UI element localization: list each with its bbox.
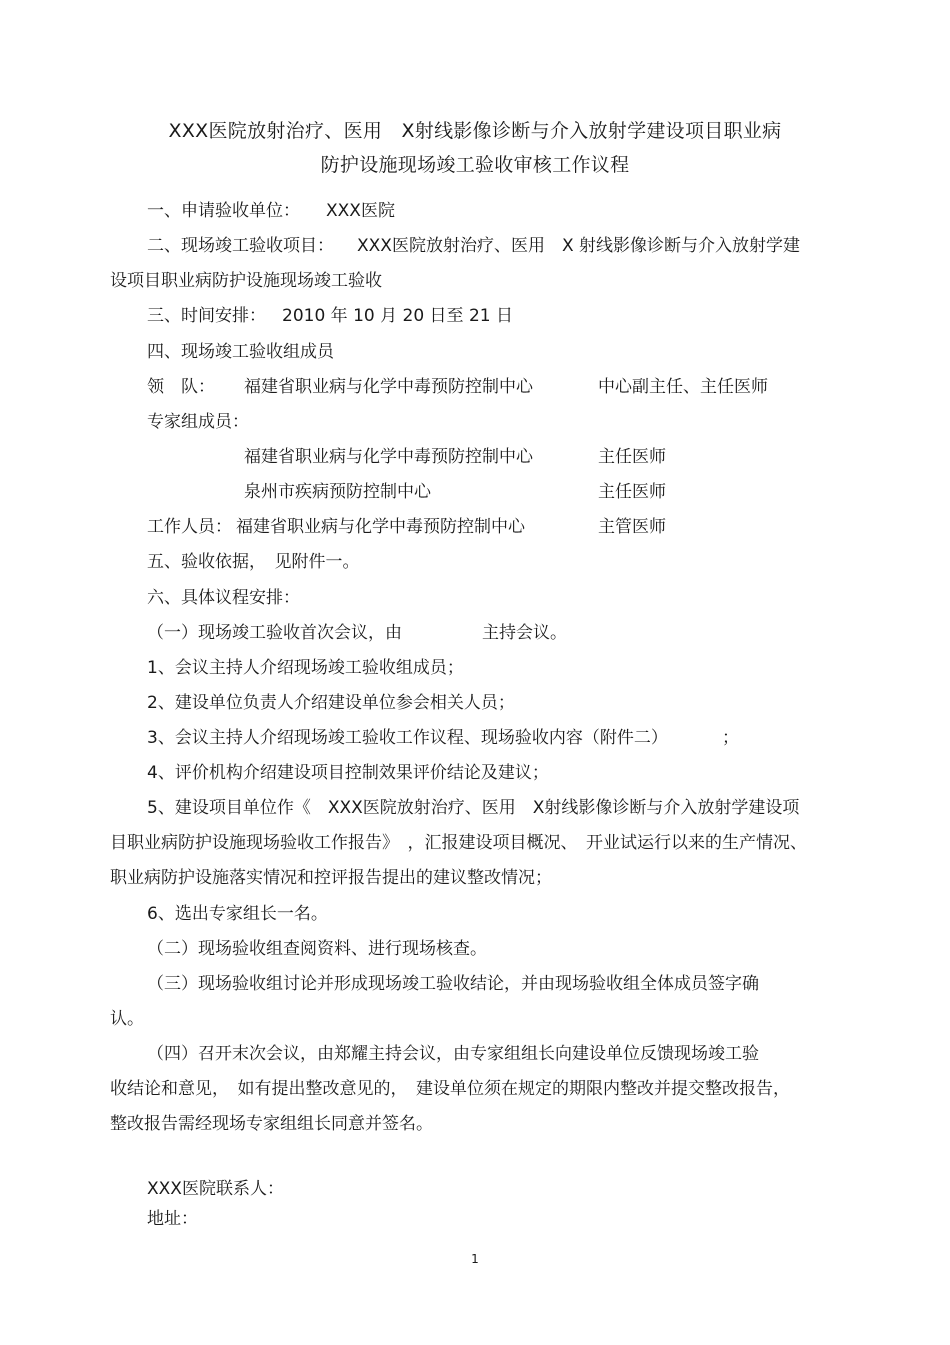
- expert2-title: 主任医师: [598, 482, 666, 502]
- agenda-p1-b: 主持会议。: [482, 623, 567, 643]
- agenda-p3-line1: （三）现场验收组讨论并形成现场竣工验收结论，并由现场验收组全体成员签字确: [147, 974, 759, 994]
- staff-label: 工作人员：: [147, 517, 232, 537]
- applicant-label: 一、申请验收单位：: [147, 201, 300, 221]
- staff-title: 主管医师: [598, 517, 666, 537]
- address-label: 地址：: [147, 1209, 198, 1229]
- leader-label: 领 队：: [147, 377, 215, 397]
- document-title-line2: 防护设施现场竣工验收审核工作议程: [320, 154, 630, 176]
- basis-text: 五、验收依据， 见附件一。: [147, 552, 360, 572]
- agenda-p3-line2: 认。: [110, 1009, 144, 1029]
- agenda-p4-line2: 收结论和意见， 如有提出整改意见的， 建设单位须在规定的期限内整改并提交整改报告，: [110, 1079, 790, 1099]
- members-heading: 四、现场竣工验收组成员: [147, 342, 334, 362]
- schedule-value: 2010 年 10 月 20 日至 21 日: [282, 306, 513, 326]
- contact-label: XXX医院联系人：: [147, 1179, 284, 1199]
- agenda-item-5-line3: 职业病防护设施落实情况和控评报告提出的建议整改情况；: [110, 868, 552, 888]
- expert1-title: 主任医师: [598, 447, 666, 467]
- experts-label: 专家组成员：: [147, 412, 249, 432]
- agenda-p4-line3: 整改报告需经现场专家组组长同意并签名。: [110, 1114, 433, 1134]
- schedule-label: 三、时间安排：: [147, 306, 266, 326]
- project-label: 二、现场竣工验收项目：: [147, 236, 334, 256]
- agenda-item-5-line2: 目职业病防护设施现场验收工作报告》 ，汇报建设项目概况、 开业试运行以来的生产情况、: [110, 833, 807, 853]
- agenda-heading: 六、具体议程安排：: [147, 588, 300, 608]
- leader-org: 福建省职业病与化学中毒预防控制中心: [244, 377, 533, 397]
- agenda-item-3-a: 3、会议主持人介绍现场竣工验收工作议程、现场验收内容（附件二）: [147, 728, 668, 748]
- agenda-p2: （二）现场验收组查阅资料、进行现场核查。: [147, 939, 487, 959]
- agenda-item-6: 6、选出专家组长一名。: [147, 904, 328, 924]
- project-value-line2: 设项目职业病防护设施现场竣工验收: [110, 271, 382, 291]
- applicant-value: XXX医院: [326, 201, 395, 221]
- agenda-item-2: 2、建设单位负责人介绍建设单位参会相关人员；: [147, 693, 515, 713]
- agenda-item-5-line1: 5、建设项目单位作《 XXX医院放射治疗、医用 X射线影像诊断与介入放射学建设项: [147, 798, 800, 818]
- leader-title: 中心副主任、主任医师: [598, 377, 768, 397]
- expert1-org: 福建省职业病与化学中毒预防控制中心: [244, 447, 533, 467]
- page-number: 1: [471, 1252, 479, 1266]
- agenda-p1-a: （一）现场竣工验收首次会议，由: [147, 623, 402, 643]
- document-title-line1: XXX医院放射治疗、医用 X射线影像诊断与介入放射学建设项目职业病: [168, 120, 782, 142]
- agenda-p4-line1: （四）召开末次会议，由郑耀主持会议，由专家组组长向建设单位反馈现场竣工验: [147, 1044, 759, 1064]
- expert2-org: 泉州市疾病预防控制中心: [244, 482, 431, 502]
- agenda-item-1: 1、会议主持人介绍现场竣工验收组成员；: [147, 658, 464, 678]
- staff-org: 福建省职业病与化学中毒预防控制中心: [236, 517, 525, 537]
- agenda-item-3-b: ；: [722, 728, 739, 748]
- project-value-line1: XXX医院放射治疗、医用 X 射线影像诊断与介入放射学建: [357, 236, 800, 256]
- agenda-item-4: 4、评价机构介绍建设项目控制效果评价结论及建议；: [147, 763, 549, 783]
